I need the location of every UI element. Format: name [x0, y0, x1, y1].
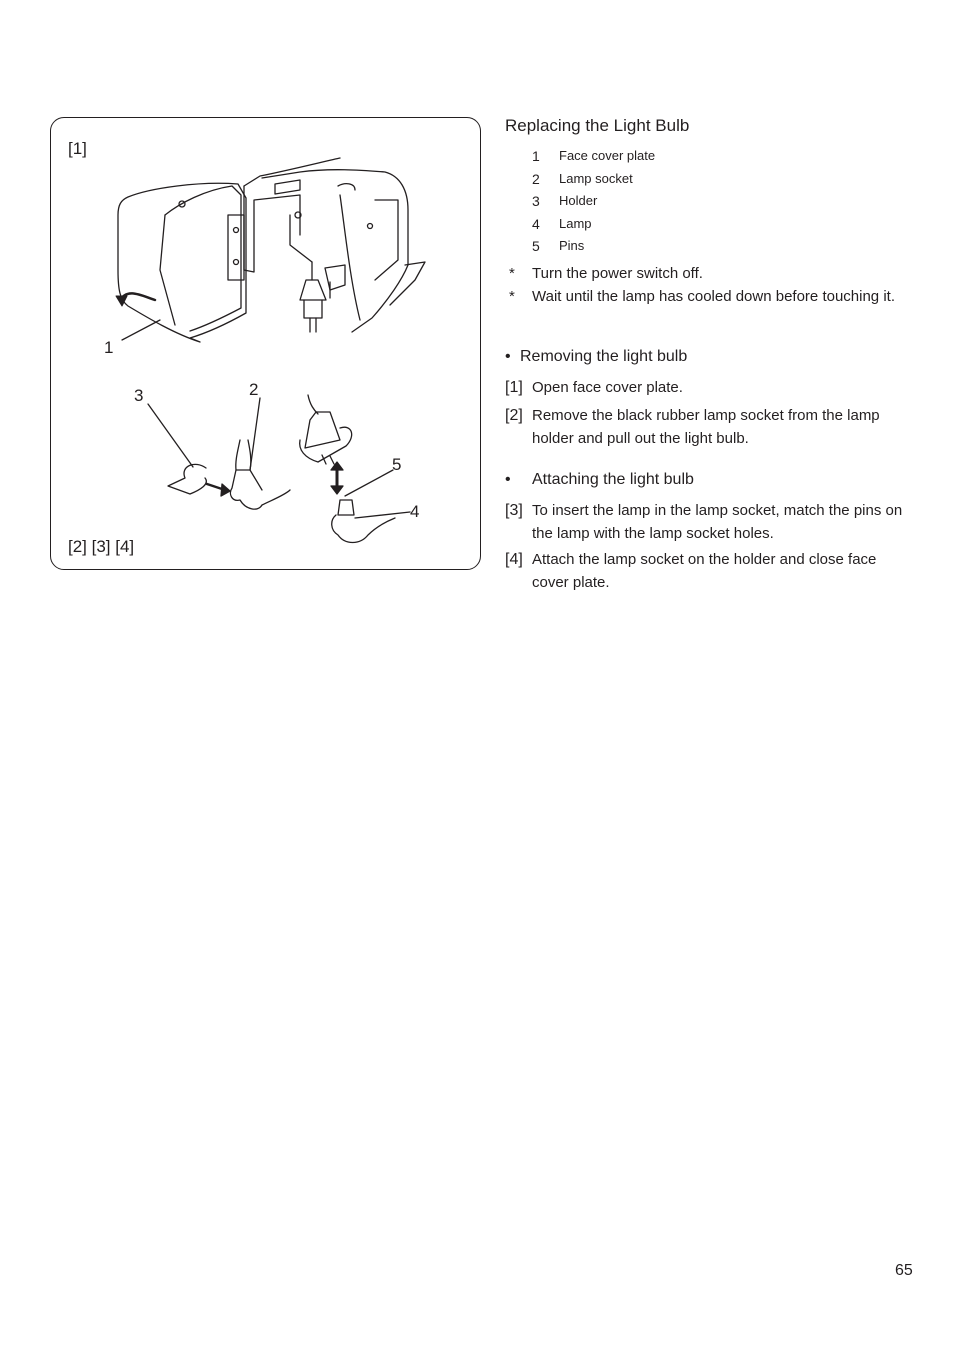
leader-line-2 [250, 398, 260, 470]
callout-3: 3 [134, 386, 144, 405]
holder-drawing [290, 215, 345, 332]
step-item: [4] Attach the lamp socket on the holder and close face cover plate. [505, 551, 877, 591]
figure-label-steps-2-3-4: [2] [3] [4] [68, 537, 135, 556]
parts-list [532, 148, 655, 261]
figure-label-step-1: [1] [68, 139, 87, 158]
hand-with-lamp-drawing [332, 500, 395, 543]
callout-1: 1 [104, 338, 114, 357]
face-cover-plate-drawing [118, 183, 246, 342]
parts-list-item: 2 Lamp socket [532, 170, 633, 187]
callout-2: 2 [249, 380, 259, 399]
callout-4: 4 [410, 502, 420, 521]
hand-with-lamp-socket-drawing [300, 395, 352, 464]
parts-list-item: 4 Lamp [532, 215, 592, 232]
section-title: Replacing the Light Bulb [505, 116, 690, 135]
hand-with-socket-drawing [230, 440, 290, 509]
leader-line-1 [122, 320, 160, 340]
leader-line-5 [345, 470, 393, 496]
step-item: [1] Open face cover plate. [505, 379, 683, 396]
callout-5: 5 [392, 455, 402, 474]
page-number: 65 [895, 1262, 913, 1279]
caution-note: * Wait until the lamp has cooled down before touching it. [509, 288, 895, 305]
parts-list-item: 3 Holder [532, 193, 598, 209]
machine-head-drawing [244, 158, 425, 332]
caution-note: * Turn the power switch off. [509, 265, 703, 282]
leader-line-3 [148, 404, 193, 467]
holder-part-drawing [168, 464, 206, 494]
parts-list-item: 1 Face cover plate [532, 148, 656, 164]
parts-list-item: 5 Pins [532, 238, 585, 254]
leader-line-4 [355, 512, 410, 518]
attaching-heading: • Attaching the light bulb [505, 471, 694, 488]
removing-heading: • Removing the light bulb [505, 348, 688, 365]
step-item: [2] Remove the black rubber lamp socket from the lamp holder and pull out the light bulb. [505, 407, 880, 447]
step-item: [3] To insert the lamp in the lamp socket, match the pins on the lamp with the lamp socket holes. [505, 502, 903, 542]
